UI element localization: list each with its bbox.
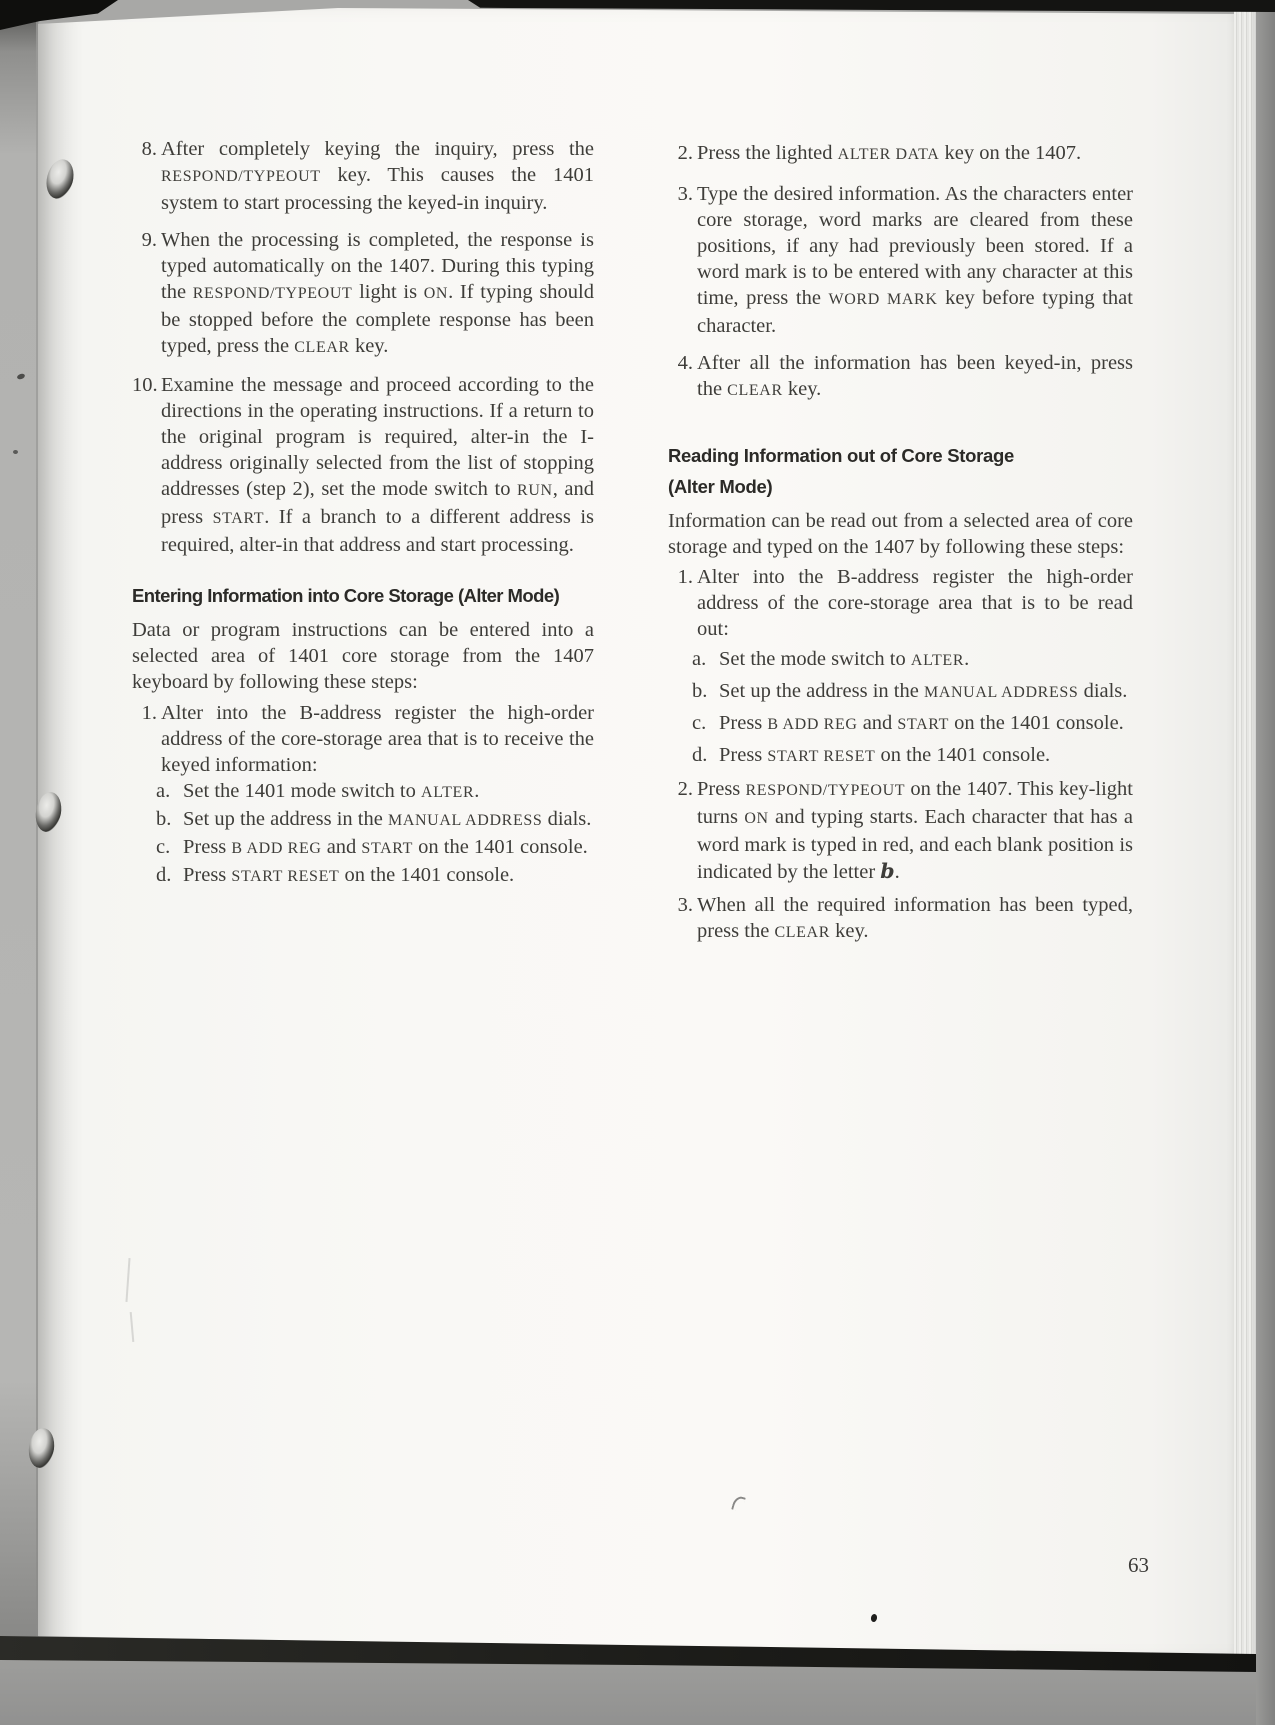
item-text: Press the lighted ALTER DATA key on the 1407. — [697, 142, 1082, 164]
section-heading-entering-information: Entering Information into Core Storage (Alter Mode) — [132, 585, 560, 606]
substep-b — [692, 678, 1133, 706]
paper-speck — [13, 450, 18, 454]
item-text: After completely keying the inquiry, press the RESPOND/TYPEOUT key. This causes the 1401 system to start processing the keyed-in inquiry. — [161, 138, 594, 214]
item-number: 3. — [677, 183, 693, 205]
substep-letter: b. — [692, 680, 708, 702]
step-text: Alter into the B-address register the high-order address of the core-storage area that is to receive the keyed information: — [161, 702, 594, 776]
substep-letter: b. — [156, 808, 172, 830]
substep-c — [156, 834, 594, 862]
item-number: 4. — [677, 352, 693, 374]
step-text: Alter into the B-address register the high-order address of the core-storage area that is to be read out: — [697, 566, 1133, 640]
binding-edge — [0, 0, 38, 1725]
item-number: 2. — [677, 142, 693, 164]
item-text: Type the desired information. As the characters enter core storage, word marks are cleared from these positions, if any had previously been stored. If a word mark is to be entered with any character at this time, press the WORD MARK key before typing that character. — [697, 183, 1133, 337]
page-stack-edges — [1234, 9, 1258, 1659]
numbered-item-3 — [668, 181, 1133, 339]
substep-b — [156, 806, 594, 834]
substep-letter: d. — [692, 744, 708, 766]
step-number: 1. — [677, 566, 693, 588]
substep-text: Set up the address in the MANUAL ADDRESS dials. — [183, 808, 592, 830]
step-2 — [668, 776, 1133, 885]
substep-text: Press B ADD REG and START on the 1401 console. — [719, 712, 1124, 734]
substep-letter: a. — [156, 780, 171, 802]
item-number: 9. — [141, 229, 157, 251]
substep-letter: d. — [156, 864, 172, 886]
step-1 — [132, 700, 594, 778]
numbered-item-8 — [132, 136, 594, 216]
substep-text: Set up the address in the MANUAL ADDRESS dials. — [719, 680, 1128, 702]
substep-letter: a. — [692, 648, 707, 670]
item-number: 8. — [141, 138, 157, 160]
substep-a — [156, 778, 594, 806]
section-intro: Data or program instructions can be entered into a selected area of 1401 core storage from the 1407 keyboard by following these steps: — [132, 619, 594, 693]
substep-letter: c. — [692, 712, 707, 734]
step-number: 3. — [677, 894, 693, 916]
substep-text: Press START RESET on the 1401 console. — [719, 744, 1051, 766]
step-number: 1. — [141, 702, 157, 724]
left-column — [132, 136, 594, 890]
step-number: 2. — [677, 778, 693, 800]
substep-c — [692, 710, 1133, 738]
page-number: 63 — [1128, 1553, 1149, 1577]
section-heading-reading-information: Reading Information out of Core Storage (Alter Mode) — [668, 445, 1014, 497]
item-number: 10. — [132, 374, 158, 396]
numbered-item-2 — [668, 140, 1133, 168]
step-text: When all the required information has been typed, press the CLEAR key. — [697, 894, 1133, 942]
right-column — [668, 140, 1133, 946]
substep-text: Set the mode switch to ALTER. — [719, 648, 970, 670]
numbered-item-10 — [132, 372, 594, 558]
substep-a — [692, 646, 1133, 674]
item-text: After all the information has been keyed-in, press the CLEAR key. — [697, 352, 1133, 400]
substep-letter: c. — [156, 836, 171, 858]
section-intro: Information can be read out from a selected area of core storage and typed on the 1407 by following these steps: — [668, 510, 1133, 558]
substep-text: Set the 1401 mode switch to ALTER. — [183, 780, 480, 802]
numbered-item-9 — [132, 227, 594, 361]
substep-text: Press B ADD REG and START on the 1401 console. — [183, 836, 588, 858]
substep-text: Press START RESET on the 1401 console. — [183, 864, 515, 886]
substep-d — [692, 742, 1133, 770]
numbered-item-4 — [668, 350, 1133, 404]
book-edge-right — [1256, 0, 1275, 1725]
item-text: Examine the message and proceed according to the directions in the operating instructions. If a return to the original program is required, alter-in the I-address originally selected from the list of stopping addresses (step 2), set the mode switch to RUN, and press START. If a branch to a different address is required, alter-in that address and start processing. — [161, 374, 594, 556]
step-1 — [668, 564, 1133, 642]
step-text: Press RESPOND/TYPEOUT on the 1407. This key-light turns ON and typing starts. Each character that has a word mark is typed in red, and each blank position is indicated by the letter b. — [697, 778, 1134, 883]
step-3 — [668, 892, 1133, 946]
substep-d — [156, 862, 594, 890]
item-text: When the processing is completed, the response is typed automatically on the 1407. During this typing the RESPOND/TYPEOUT light is ON. If typing should be stopped before the complete response has been typed, press the CLEAR key. — [161, 229, 595, 357]
